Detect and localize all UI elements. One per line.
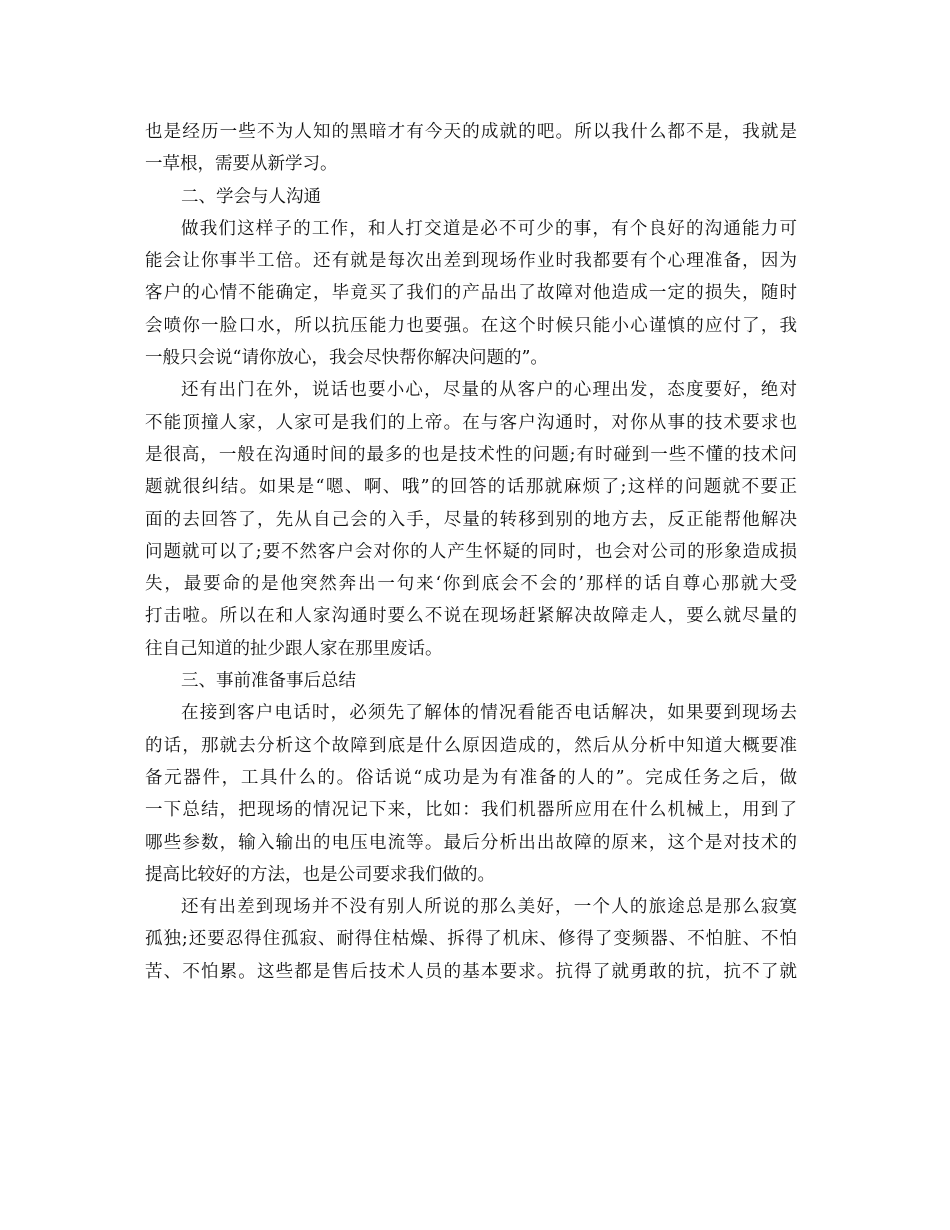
text-line: 孤独;还要忍得住孤寂、耐得住枯燥、拆得了机床、修得了变频器、不怕脏、不怕 [145, 929, 797, 950]
text-line: 苦、不怕累。这些都是售后技术人员的基本要求。抗得了就勇敢的抗，抗不了就 [145, 961, 797, 982]
paragraph-first-line: 在接到客户电话时，必须先了解体的情况看能否电话解决，如果要到现场去 [181, 703, 797, 724]
text-line: 题就很纠结。如果是“嗯、啊、哦”的回答的话那就麻烦了;这样的问题就不要正 [145, 477, 797, 498]
paragraph-first-line: 做我们这样子的工作，和人打交道是必不可少的事，有个良好的沟通能力可 [181, 218, 797, 239]
paragraph-first-line: 还有出差到现场并不没有别人所说的那么美好，一个人的旅途总是那么寂寞 [181, 897, 797, 918]
paragraph-first-line: 二、学会与人沟通 [181, 186, 321, 207]
text-line: 客户的心情不能确定，毕竟买了我们的产品出了故障对他造成一定的损失，随时 [145, 283, 797, 304]
text-line: 能会让你事半工倍。还有就是每次出差到现场作业时我都要有个心理准备，因为 [145, 251, 797, 272]
text-line: 哪些参数，输入输出的电压电流等。最后分析出出故障的原来，这个是对技术的 [145, 832, 797, 853]
text-line: 一般只会说“请你放心，我会尽快帮你解决问题的”。 [145, 348, 548, 369]
text-line: 一下总结，把现场的情况记下来，比如：我们机器所应用在什么机械上，用到了 [145, 800, 797, 821]
text-line: 的话，那就去分析这个故障到底是什么原因造成的，然后从分析中知道大概要准 [145, 735, 797, 756]
text-line: 备元器件，工具什么的。俗话说“成功是为有准备的人的”。完成任务之后，做 [145, 767, 797, 788]
text-line: 会喷你一脸口水，所以抗压能力也要强。在这个时候只能小心谨慎的应付了，我 [145, 315, 797, 336]
text-line: 面的去回答了，先从自己会的入手，尽量的转移到别的地方去，反正能帮他解决 [145, 509, 797, 530]
text-line: 一草根，需要从新学习。 [145, 154, 338, 175]
text-line: 提高比较好的方法，也是公司要求我们做的。 [145, 864, 495, 885]
text-line: 打击啦。所以在和人家沟通时要么不说在现场赶紧解决故障走人，要么就尽量的 [145, 606, 797, 627]
text-line: 往自己知道的扯少跟人家在那里废话。 [145, 638, 443, 659]
paragraph-first-line: 三、事前准备事后总结 [181, 671, 356, 692]
text-line: 不能顶撞人家，人家可是我们的上帝。在与客户沟通时，对你从事的技术要求也 [145, 412, 797, 433]
text-line: 是很高，一般在沟通时间的最多的也是技术性的问题;有时碰到一些不懂的技术问 [145, 444, 797, 465]
text-line: 问题就可以了;要不然客户会对你的人产生怀疑的同时，也会对公司的形象造成损 [145, 541, 797, 562]
paragraph-first-line: 还有出门在外，说话也要小心，尽量的从客户的心理出发，态度要好，绝对 [181, 380, 797, 401]
text-line: 失，最要命的是他突然奔出一句来‘你到底会不会的’那样的话自尊心那就大受 [145, 574, 797, 595]
document-body [145, 116, 805, 988]
text-line: 也是经历一些不为人知的黑暗才有今天的成就的吧。所以我什么都不是，我就是 [145, 122, 797, 142]
